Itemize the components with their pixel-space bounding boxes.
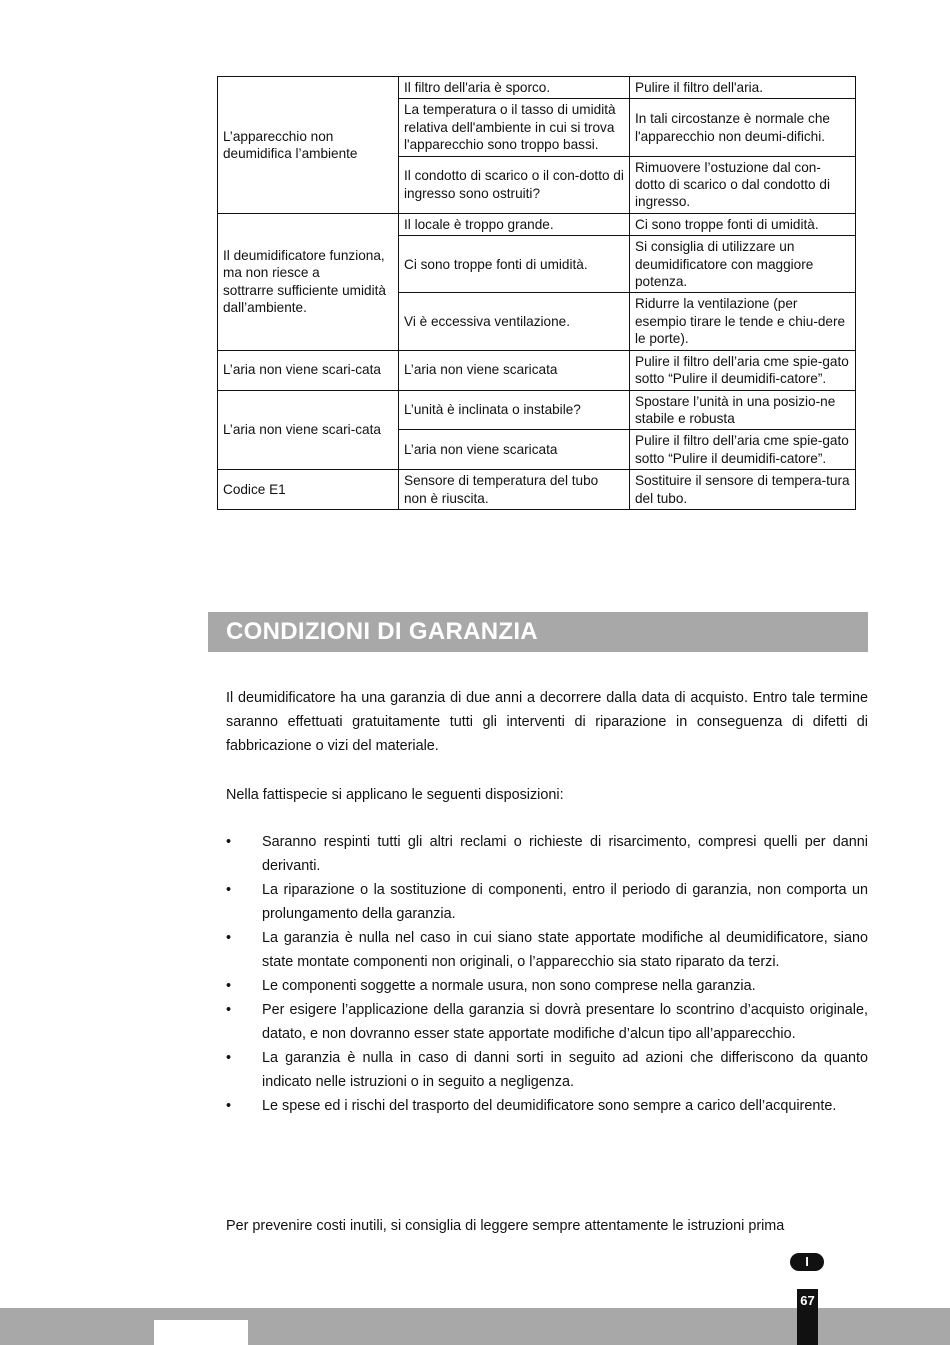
solution-cell: Pulire il filtro dell’aria cme spie-gato sotto “Pulire il deumidifi-catore”. (630, 430, 856, 470)
troubleshooting-table (217, 76, 856, 510)
closing-paragraph: Per prevenire costi inutili, si consiglia di leggere sempre attentamente le istruzioni prima (226, 1218, 785, 1234)
solution-cell: Pulire il filtro dell'aria. (630, 77, 856, 99)
page-number: 67 (797, 1289, 818, 1345)
cause-cell: Vi è eccessiva ventilazione. (399, 293, 630, 350)
cause-cell: L’aria non viene scaricata (399, 430, 630, 470)
list-item-text: Per esigere l’applicazione della garanzia si dovrà presentare lo scontrino d’acquisto originale, datato, e non dovranno esser state apportate modifiche d’alcun tipo all’apparecchio. (262, 1002, 868, 1042)
cause-cell: La temperatura o il tasso di umidità relativa dell'ambiente in cui si trova l'apparecchio sono troppo bassi. (399, 99, 630, 156)
cause-cell: Il condotto di scarico o il con-dotto di ingresso sono ostruiti? (399, 156, 630, 213)
table-row (218, 213, 856, 235)
table-row (218, 390, 856, 430)
cause-cell: L’unità è inclinata o instabile? (399, 390, 630, 430)
problem-cell: Codice E1 (218, 470, 399, 510)
list-item (226, 998, 868, 1046)
cause-cell: Il locale è troppo grande. (399, 213, 630, 235)
language-badge: I (790, 1253, 824, 1271)
list-item-text: Le componenti soggette a normale usura, non sono comprese nella garanzia. (262, 978, 756, 994)
cause-cell: L’aria non viene scaricata (399, 350, 630, 390)
solution-cell: Ridurre la ventilazione (per esempio tirare le tende e chiu-dere le porte). (630, 293, 856, 350)
list-item-text: Saranno respinti tutti gli altri reclami o richieste di risarcimento, compresi quelli per danni derivanti. (262, 834, 868, 874)
lead-paragraph: Nella fattispecie si applicano le seguenti disposizioni: (226, 787, 564, 803)
cause-cell: Ci sono troppe fonti di umidità. (399, 236, 630, 293)
bullet-icon: • (226, 1050, 232, 1066)
list-item (226, 1046, 868, 1094)
list-item (226, 1094, 868, 1118)
warranty-conditions-list (226, 830, 868, 1118)
bullet-icon: • (226, 882, 232, 898)
footer-label-box (154, 1320, 248, 1345)
cause-cell: Sensore di temperatura del tubo non è riuscita. (399, 470, 630, 510)
bullet-icon: • (226, 978, 232, 994)
bullet-icon: • (226, 834, 232, 850)
solution-cell: In tali circostanze è normale che l'apparecchio non deumi-difichi. (630, 99, 856, 156)
solution-cell: Ci sono troppe fonti di umidità. (630, 213, 856, 235)
table-row (218, 77, 856, 99)
list-item-text: La riparazione o la sostituzione di componenti, entro il periodo di garanzia, non comporta un prolungamento della garanzia. (262, 882, 868, 922)
list-item (226, 878, 868, 926)
problem-cell: L’apparecchio non deumidifica l’ambiente (218, 77, 399, 214)
list-item (226, 830, 868, 878)
bullet-icon: • (226, 1002, 232, 1018)
solution-cell: Sostituire il sensore di tempera-tura del tubo. (630, 470, 856, 510)
list-item (226, 926, 868, 974)
section-heading: CONDIZIONI DI GARANZIA (208, 612, 868, 652)
list-item-text: La garanzia è nulla nel caso in cui siano state apportate modifiche al deumidificatore, siano state montate componenti non originali, o l’apparecchio sia stato riparato da terzi. (262, 930, 868, 970)
table-row (218, 350, 856, 390)
problem-cell: L’aria non viene scari-cata (218, 350, 399, 390)
solution-cell: Pulire il filtro dell’aria cme spie-gato sotto “Pulire il deumidifi-catore”. (630, 350, 856, 390)
cause-cell: Il filtro dell'aria è sporco. (399, 77, 630, 99)
problem-cell: Il deumidificatore funziona, ma non riesce a sottrarre sufficiente umidità dall’ambiente. (218, 213, 399, 350)
list-item-text: La garanzia è nulla in caso di danni sorti in seguito ad azioni che differiscono da quanto indicato nelle istruzioni o in seguito a negligenza. (262, 1050, 868, 1090)
bullet-icon: • (226, 930, 232, 946)
bullet-icon: • (226, 1098, 232, 1114)
table-row (218, 470, 856, 510)
list-item (226, 974, 868, 998)
intro-paragraph: Il deumidificatore ha una garanzia di due anni a decorrere dalla data di acquisto. Entro tale termine saranno effettuati gratuitamente tutti gli interventi di riparazione in conseguenza di difetti di fabbricazione o vizi del materiale. (226, 690, 868, 754)
list-item-text: Le spese ed i rischi del trasporto del deumidificatore sono sempre a carico dell’acquirente. (262, 1098, 837, 1114)
problem-cell: L’aria non viene scari-cata (218, 390, 399, 470)
solution-cell: Spostare l’unità in una posizio-ne stabile e robusta (630, 390, 856, 430)
solution-cell: Si consiglia di utilizzare un deumidificatore con maggiore potenza. (630, 236, 856, 293)
solution-cell: Rimuovere l’ostuzione dal con-dotto di scarico o dal condotto di ingresso. (630, 156, 856, 213)
